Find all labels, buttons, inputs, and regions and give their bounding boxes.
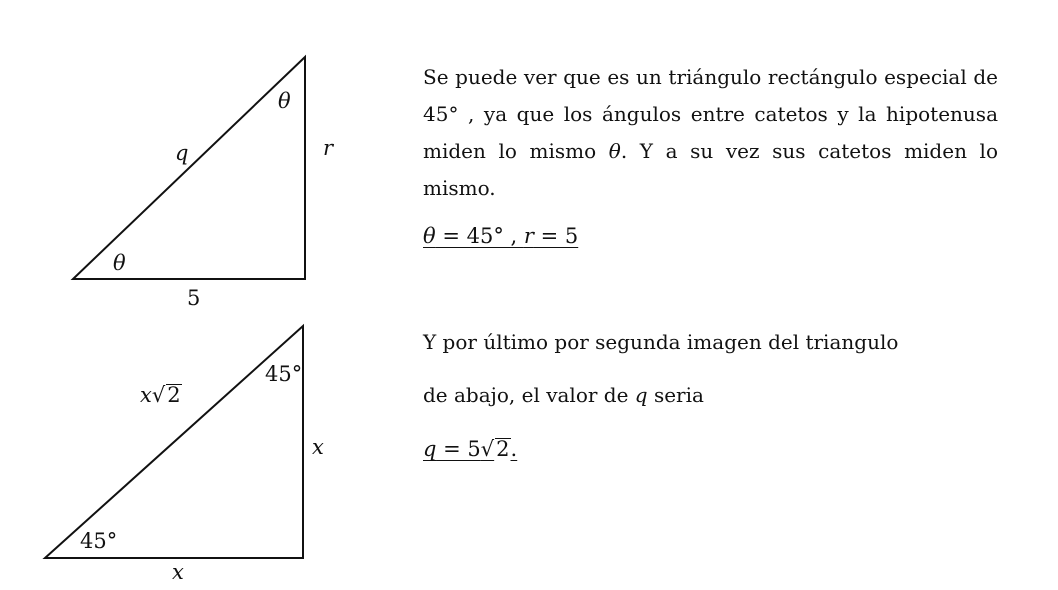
explanation-paragraph [423,59,998,207]
top-vertical-leg-label: r [323,136,334,160]
explanation-theta: θ [608,139,621,163]
conclusion-line-2 [423,385,704,405]
result-q-eq: = 5 [436,437,481,461]
result-q-radicand: 2 [496,437,510,461]
result-q-underlined [423,437,517,461]
result-r-value: = 5 [533,224,579,248]
conclusion-line-2-start: de abajo, el valor de [423,383,635,407]
result-q-symbol: q [423,437,437,461]
conclusion-line-1: Y por último por segunda imagen del triangulo [423,330,899,354]
result-q-sqrt-sign: √ [480,437,495,461]
result-theta-r [423,224,578,248]
conclusion-q-symbol: q [634,383,648,407]
top-triangle [73,57,305,279]
top-base-label: 5 [187,286,201,310]
top-angle-label-lower: θ [113,251,126,275]
hypotenuse-variable: x [140,383,152,407]
bottom-angle-label-lower: 45° [80,529,118,553]
hypotenuse-radicand: 2 [167,383,181,407]
result-r-symbol: r [523,224,534,248]
explanation-text-part1: Se puede ver que es un triángulo rectángulo especial de 45° , ya que los ángulos entre catetos y la hipotenusa miden lo mismo [423,65,998,163]
sqrt-sign: √ [151,383,166,407]
bottom-hypotenuse-label [140,384,182,406]
result-q [423,437,517,461]
top-hypotenuse-label: q [175,141,189,165]
conclusion-line-2-end: seria [647,383,704,407]
bottom-triangle [45,326,303,558]
result-theta-symbol: θ [423,224,436,248]
result-q-period: . [510,437,518,461]
bottom-base-label: x [172,560,184,584]
bottom-vertical-leg-label: x [312,435,324,459]
bottom-angle-label-upper: 45° [265,362,303,386]
explanation-text-part2: . Y a su vez sus catetos miden lo mismo. [423,139,998,200]
result-theta-value: = 45° , [435,224,524,248]
top-angle-label-upper: θ [278,89,291,113]
result-theta-r-underlined [423,224,578,248]
